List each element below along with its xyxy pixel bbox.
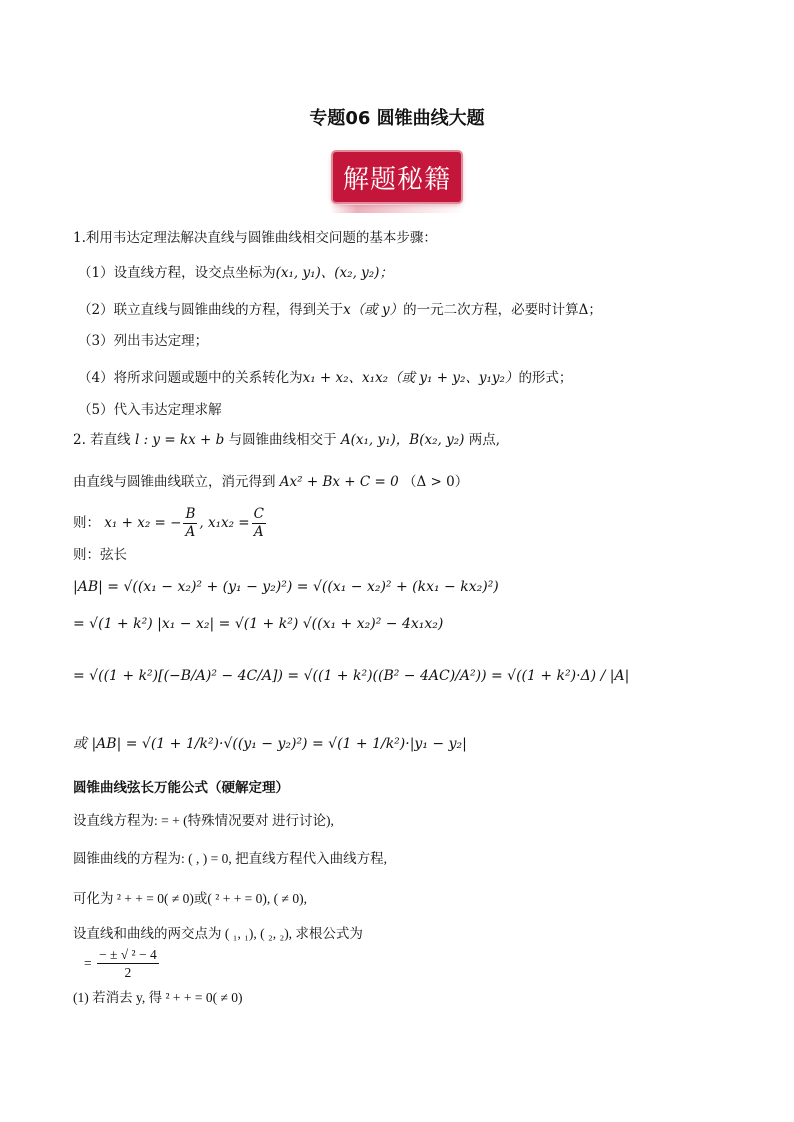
step-4 — [78, 369, 572, 387]
s2-l2-a: 由直线与圆锥曲线联立，消元得到 — [73, 474, 276, 490]
chord-eq-4: 或 |AB| = √(1 + 1/k²)·√((y₁ − y₂)²) = √(1 + 1/k²)·|y₁ − y₂| — [73, 736, 467, 752]
step-1 — [78, 264, 393, 282]
vieta-formulas — [73, 506, 268, 541]
chord-label: 则：弦长 — [73, 547, 127, 563]
line-equation: l : y = kx + b — [134, 432, 225, 448]
chord-eq-2: = √(1 + k²) |x₁ − x₂| = √(1 + k²) √((x₁ + x₂)² − 4x₁x₂) — [73, 616, 444, 632]
root-formula-den: 2 — [124, 965, 132, 980]
root-formula: = $\frac{\text{− ± √ ² − 4}}{2}$ — [84, 947, 157, 980]
chord-eq-3: = √((1 + k²)[(−B/A)² − 4C/A]) = √((1 + k²)((B² − 4AC)/A²)) = √((1 + k²)·Δ) / |A| — [73, 668, 630, 684]
step-2-text-c: 的一元二次方程，必要时计算Δ； — [403, 302, 602, 318]
quadratic-equation: Ax² + Bx + C = 0 — [279, 474, 399, 490]
vieta-sum-den: A — [185, 524, 196, 540]
stamp-badge: 解题秘籍 — [333, 152, 461, 202]
section3-line4: 设直线和曲线的两交点为 ( ₁, ₁), ( ₂, ₂), 求根公式为 — [73, 926, 363, 941]
step-3: （3）列出韦达定理； — [78, 333, 209, 349]
vieta-sum: x₁ + x₂ = − — [104, 515, 182, 531]
vieta-prefix: 则： — [73, 515, 100, 531]
s2-l1-c: 与圆锥曲线相交于 — [228, 432, 337, 448]
section3-line1: 设直线方程为: = + (特殊情况要对 进行讨论), — [73, 813, 334, 828]
section2-line2 — [73, 473, 468, 491]
step-4-text-c: 的形式； — [518, 370, 573, 386]
step-5: （5）代入韦达定理求解 — [78, 402, 222, 418]
s2-l1-e: 两点, — [468, 432, 500, 448]
discriminant-condition: （Δ > 0） — [403, 474, 469, 490]
vieta-prod-frac — [252, 506, 266, 541]
vieta-prod: , x₁x₂ = — [199, 515, 250, 531]
vieta-prod-num: C — [253, 506, 264, 522]
stamp-smear — [330, 205, 465, 213]
section3-line3: 可化为 ² + + = 0( ≠ 0)或( ² + + = 0), ( ≠ 0), — [73, 891, 307, 906]
step-4-text-a: （4）将所求问题或题中的关系转化为 — [78, 370, 303, 386]
root-formula-frac — [97, 946, 159, 981]
section3-line2: 圆锥曲线的方程为: ( , ) = 0, 把直线方程代入曲线方程, — [73, 851, 387, 866]
section3-line6: (1) 若消去 y, 得 ² + + = 0( ≠ 0) — [73, 990, 243, 1005]
step-2 — [78, 301, 602, 319]
vieta-sum-frac — [183, 506, 197, 541]
section1-heading: 1.利用韦达定理法解决直线与圆锥曲线相交问题的基本步骤： — [73, 230, 437, 246]
vieta-sum-num: B — [185, 506, 196, 522]
s2-l1-a: 2. 若直线 — [73, 432, 131, 448]
root-formula-num: − ± √ ² − 4 — [99, 947, 157, 962]
step-2-var: x（或 y） — [343, 302, 404, 318]
step-2-text-a: （2）联立直线与圆锥曲线的方程，得到关于 — [78, 302, 344, 318]
section2-line1 — [73, 431, 500, 449]
step-1-text: （1）设直线方程，设交点坐标为 — [78, 265, 276, 281]
step-1-points: (x₁, y₁)、(x₂, y₂)； — [275, 265, 393, 281]
intersection-points: A(x₁, y₁)，B(x₂, y₂) — [340, 432, 465, 448]
chord-eq-1: |AB| = √((x₁ − x₂)² + (y₁ − y₂)²) = √((x₁ − x₂)² + (kx₁ − kx₂)²) — [73, 579, 499, 595]
section3-heading: 圆锥曲线弦长万能公式（硬解定理） — [73, 780, 289, 796]
vieta-prod-den: A — [253, 524, 264, 540]
step-4-expr: x₁ + x₂、x₁x₂（或 y₁ + y₂、y₁y₂） — [302, 370, 519, 386]
page-title: 专题06 圆锥曲线大题 — [309, 108, 485, 129]
